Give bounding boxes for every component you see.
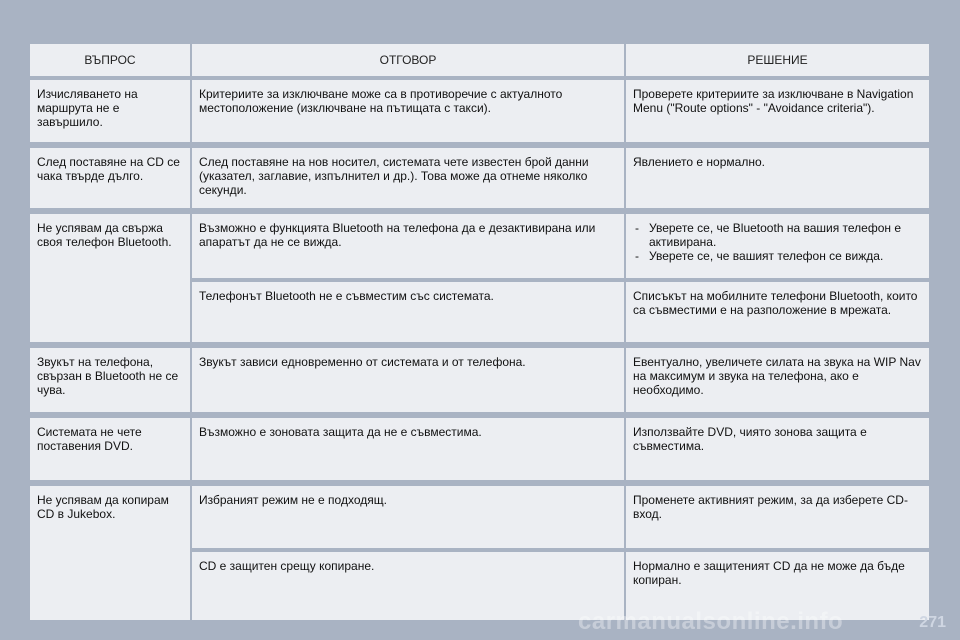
solution-cell: Явлението е нормално. xyxy=(626,148,929,208)
solution-cell: Списъкът на мобилните телефони Bluetooth, които са съвместими е на разположение в мрежата. xyxy=(626,282,929,342)
question-cell: Звукът на телефона, свързан в Bluetooth не се чува. xyxy=(30,348,190,412)
faq-table xyxy=(30,44,929,626)
solution-cell xyxy=(626,214,929,278)
table-row xyxy=(30,148,929,208)
answer-cell: Възможно е функцията Bluetooth на телефона да е дезактивирана или апаратът да не се вижда. xyxy=(192,214,624,278)
header-solution: РЕШЕНИЕ xyxy=(626,44,929,76)
question-cell: Изчисляването на маршрута не е завършило. xyxy=(30,80,190,142)
solution-cell: Използвайте DVD, чиято зонова защита е съвместима. xyxy=(626,418,929,480)
page-number: 271 xyxy=(919,614,946,631)
answer-cell: Критериите за изключване може са в противоречие с актуалното местоположение (изключване на пътищата с такси). xyxy=(192,80,624,142)
table-row xyxy=(30,348,929,412)
answer-cell: Избраният режим не е подходящ. xyxy=(192,486,624,548)
answer-cell: Телефонът Bluetooth не е съвместим със системата. xyxy=(192,282,624,342)
list-item: - Уверете се, че вашият телефон се вижда. xyxy=(633,249,922,263)
solution-cell: Евентуално, увеличете силата на звука на WIP Nav на максимум и звука на телефона, ако е необходимо. xyxy=(626,348,929,412)
table-row xyxy=(30,418,929,480)
solution-cell: Проверете критериите за изключване в Navigation Menu ("Route options" - "Avoidance criteria"). xyxy=(626,80,929,142)
solution-cell: Променете активният режим, за да изберете CD-вход. xyxy=(626,486,929,548)
question-cell: След поставяне на CD се чака твърде дълго. xyxy=(30,148,190,208)
header-answer: ОТГОВОР xyxy=(192,44,624,76)
header-question: ВЪПРОС xyxy=(30,44,190,76)
watermark: carmanualsonline.info xyxy=(578,608,844,635)
table-row xyxy=(30,214,929,342)
answer-cell: CD е защитен срещу копиране. xyxy=(192,552,624,620)
solution-list xyxy=(633,221,922,263)
table-row xyxy=(30,486,929,620)
question-cell: Не успявам да копирам CD в Jukebox. xyxy=(30,486,190,620)
question-cell: Системата не чете поставения DVD. xyxy=(30,418,190,480)
answer-cell: Възможно е зоновата защита да не е съвместима. xyxy=(192,418,624,480)
question-cell: Не успявам да свържа своя телефон Bluetooth. xyxy=(30,214,190,342)
solution-cell: Нормално е защитеният CD да не може да бъде копиран. xyxy=(626,552,929,620)
table-row xyxy=(30,80,929,142)
table-header xyxy=(30,44,929,76)
answer-cell: След поставяне на нов носител, системата чете известен брой данни (указател, заглавие, изпълнител и др.). Това може да отнеме няколко секунди. xyxy=(192,148,624,208)
answer-cell: Звукът зависи едновременно от системата и от телефона. xyxy=(192,348,624,412)
list-item: - Уверете се, че Bluetooth на вашия телефон е активирана. xyxy=(633,221,922,249)
